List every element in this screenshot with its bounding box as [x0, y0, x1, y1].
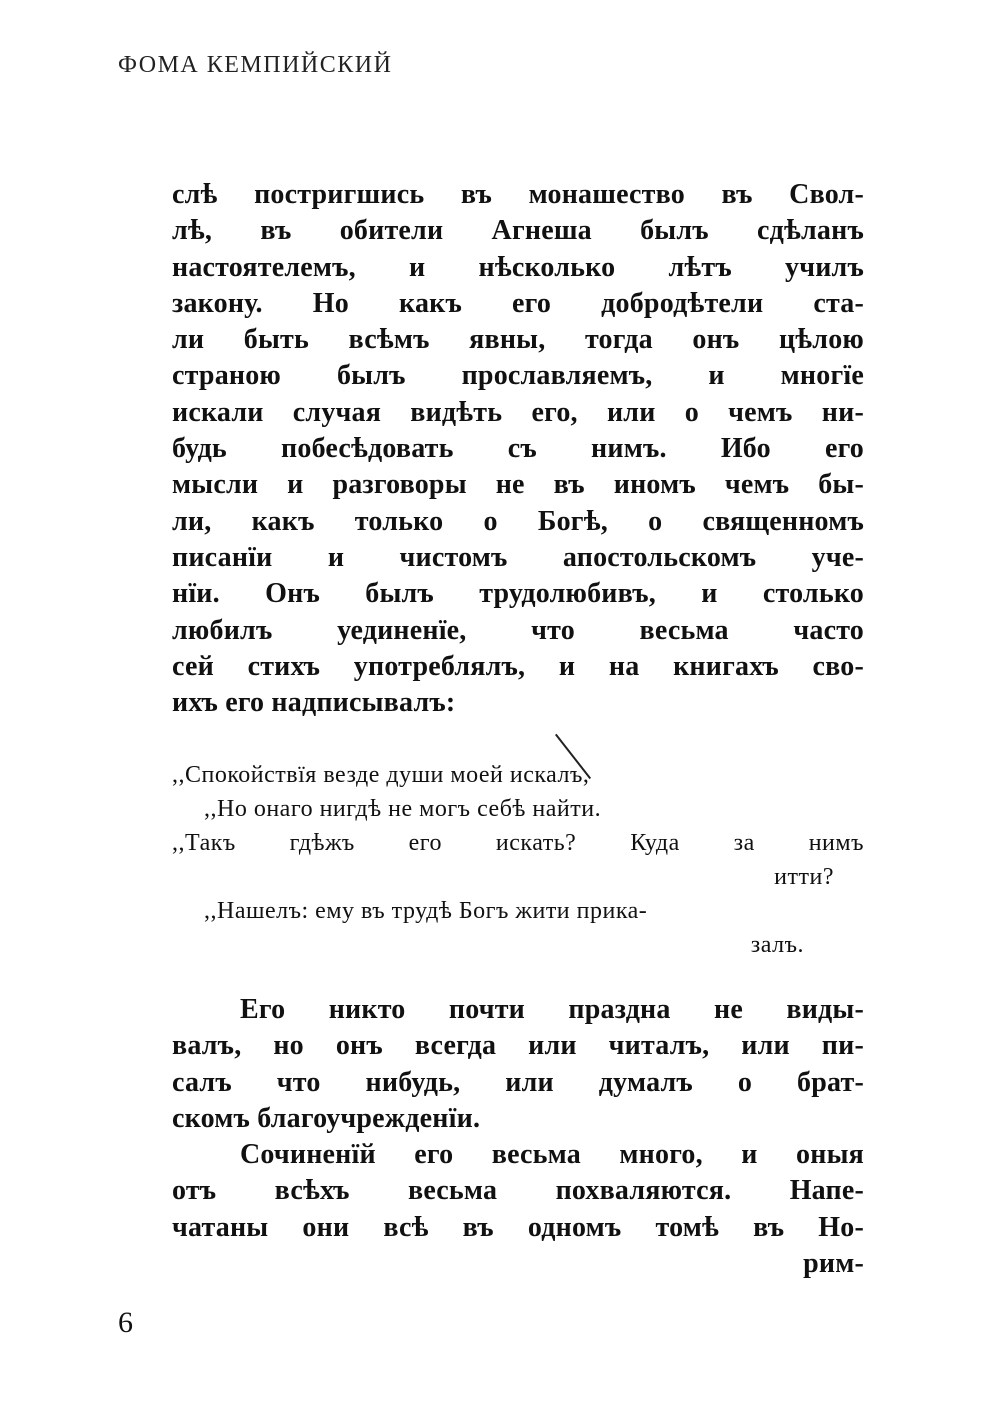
text-line: Сочиненїй его весьма много, и оныя	[240, 1139, 864, 1170]
text-line: ихъ его надписывалъ:	[172, 687, 456, 719]
text-line: мысли и разговоры не въ иномъ чемъ бы-	[172, 469, 864, 501]
text-line: валъ, но онъ всегда или читалъ, или пи-	[172, 1030, 864, 1062]
verse-quote	[172, 758, 864, 962]
paragraph-second	[172, 992, 864, 1137]
paragraph-third	[172, 1137, 864, 1282]
text-line: слѣ постригшись въ монашество въ Свол-	[172, 179, 864, 210]
verse-line: ,,Спокойствїя везде души моей искалъ,	[172, 762, 590, 788]
text-line: закону. Но какъ его добродѣтели ста-	[172, 287, 864, 319]
text-line: будь побесѣдовать съ нимъ. Ибо его	[172, 433, 864, 465]
text-line: скомъ благоучрежденїи.	[172, 1102, 481, 1134]
verse-line: итти?	[774, 864, 834, 890]
text-line: Его никто почти праздна не виды-	[240, 994, 864, 1025]
text-line: лѣ, въ обители Агнеша былъ сдѣланъ	[172, 215, 864, 247]
paragraph-main	[172, 177, 864, 721]
text-line: страною былъ прославляемъ, и многїе	[172, 360, 864, 392]
text-line: писанїи и чистомъ апостольскомъ уче-	[172, 541, 864, 573]
verse-line: ,,Такъ гдѣжъ его искать? Куда за нимъ	[172, 830, 864, 856]
catchword: рим-	[803, 1247, 864, 1279]
text-line: ли быть всѣмъ явны, тогда онъ цѣлою	[172, 324, 864, 356]
verse-line: залъ.	[750, 932, 804, 958]
text-line: отъ всѣхъ весьма похваляются. Напе-	[172, 1175, 864, 1207]
verse-line: ,,Нашелъ: ему въ трудѣ Богъ жити прика-	[204, 898, 648, 924]
text-line: чатаны они всѣ въ одномъ томѣ въ Но-	[172, 1211, 864, 1243]
text-line: салъ что нибудь, или думалъ о брат-	[172, 1066, 864, 1098]
text-line: нїи. Онъ былъ трудолюбивъ, и столько	[172, 578, 864, 610]
running-header: ФОМА КЕМПИЙСКИЙ	[118, 52, 393, 78]
text-line: настоятелемъ, и нѣсколько лѣтъ училъ	[172, 251, 864, 283]
verse-line: ,,Но онаго нигдѣ не могъ себѣ найти.	[204, 796, 602, 822]
text-line: искали случая видѣть его, или о чемъ ни-	[172, 396, 864, 428]
text-line: ли, какъ только о Богѣ, о священномъ	[172, 505, 864, 537]
page-number: 6	[118, 1306, 133, 1339]
text-line: сей стихъ употреблялъ, и на книгахъ сво-	[172, 650, 864, 682]
text-line: любилъ уединенїе, что весьма часто	[172, 614, 864, 646]
